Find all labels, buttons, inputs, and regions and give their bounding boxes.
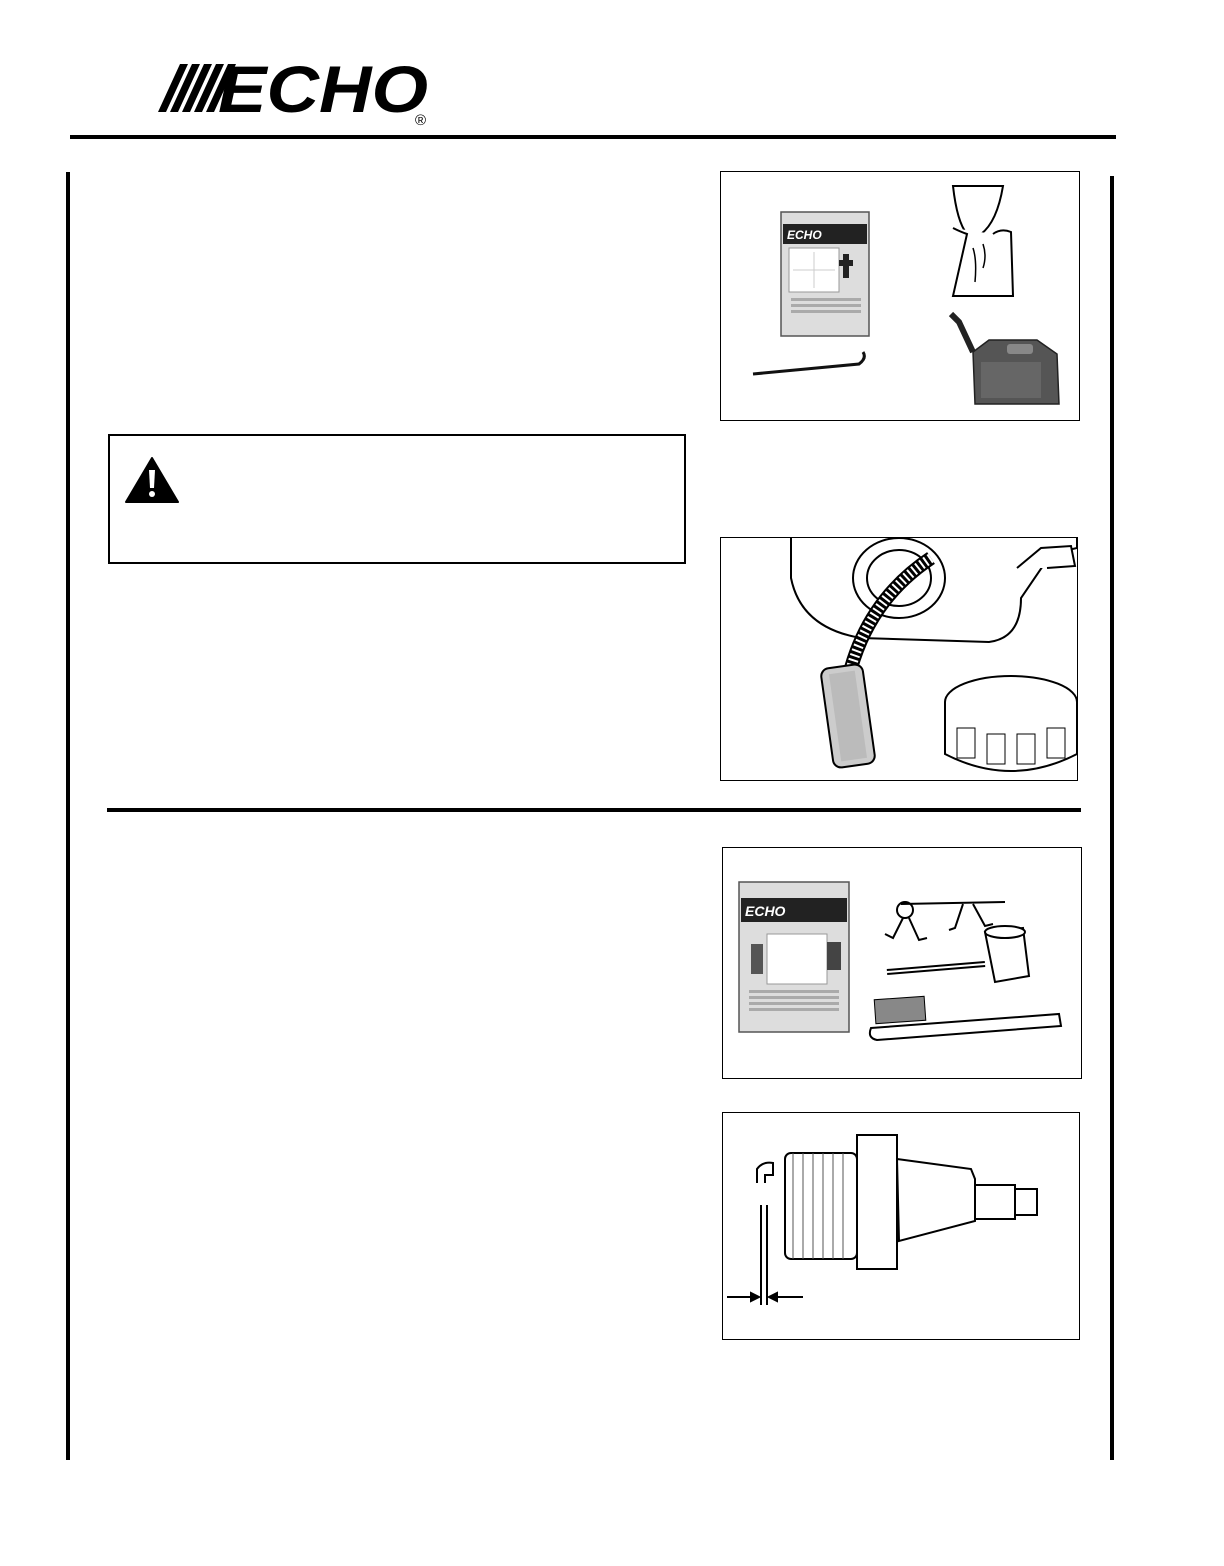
fuel-filter-figure (720, 537, 1078, 781)
fuel-filter (820, 664, 876, 769)
spark-plug-kit-figure (722, 847, 1082, 1079)
filter-kit-package (781, 212, 869, 336)
spark-plug-gap-figure (722, 1112, 1080, 1340)
warning-triangle-icon (124, 456, 180, 504)
fuel-tank (791, 538, 1077, 642)
spark-plug-kit-package (739, 882, 849, 1032)
package-logo: ECHO (787, 228, 822, 242)
left-border (66, 172, 70, 1460)
logo-wordmark: ECHO (218, 62, 428, 126)
fuel-can (951, 314, 1059, 404)
registered-mark: ® (415, 112, 427, 129)
fuel-cap (945, 676, 1077, 771)
right-border (1110, 176, 1114, 1460)
warning-box (108, 434, 686, 564)
echo-logo (150, 62, 440, 134)
maintenance-kit-figure (720, 171, 1080, 421)
wire-brush (870, 996, 1061, 1040)
spark-plug-wrench (887, 926, 1029, 982)
fuel-filter (953, 186, 1013, 296)
section-divider (107, 808, 1081, 812)
gap-indicator (727, 1293, 803, 1301)
spark-plug (757, 1135, 1037, 1305)
header-rule (70, 135, 1116, 139)
fuel-filter-hook (753, 352, 864, 374)
package-logo: ECHO (745, 903, 786, 919)
